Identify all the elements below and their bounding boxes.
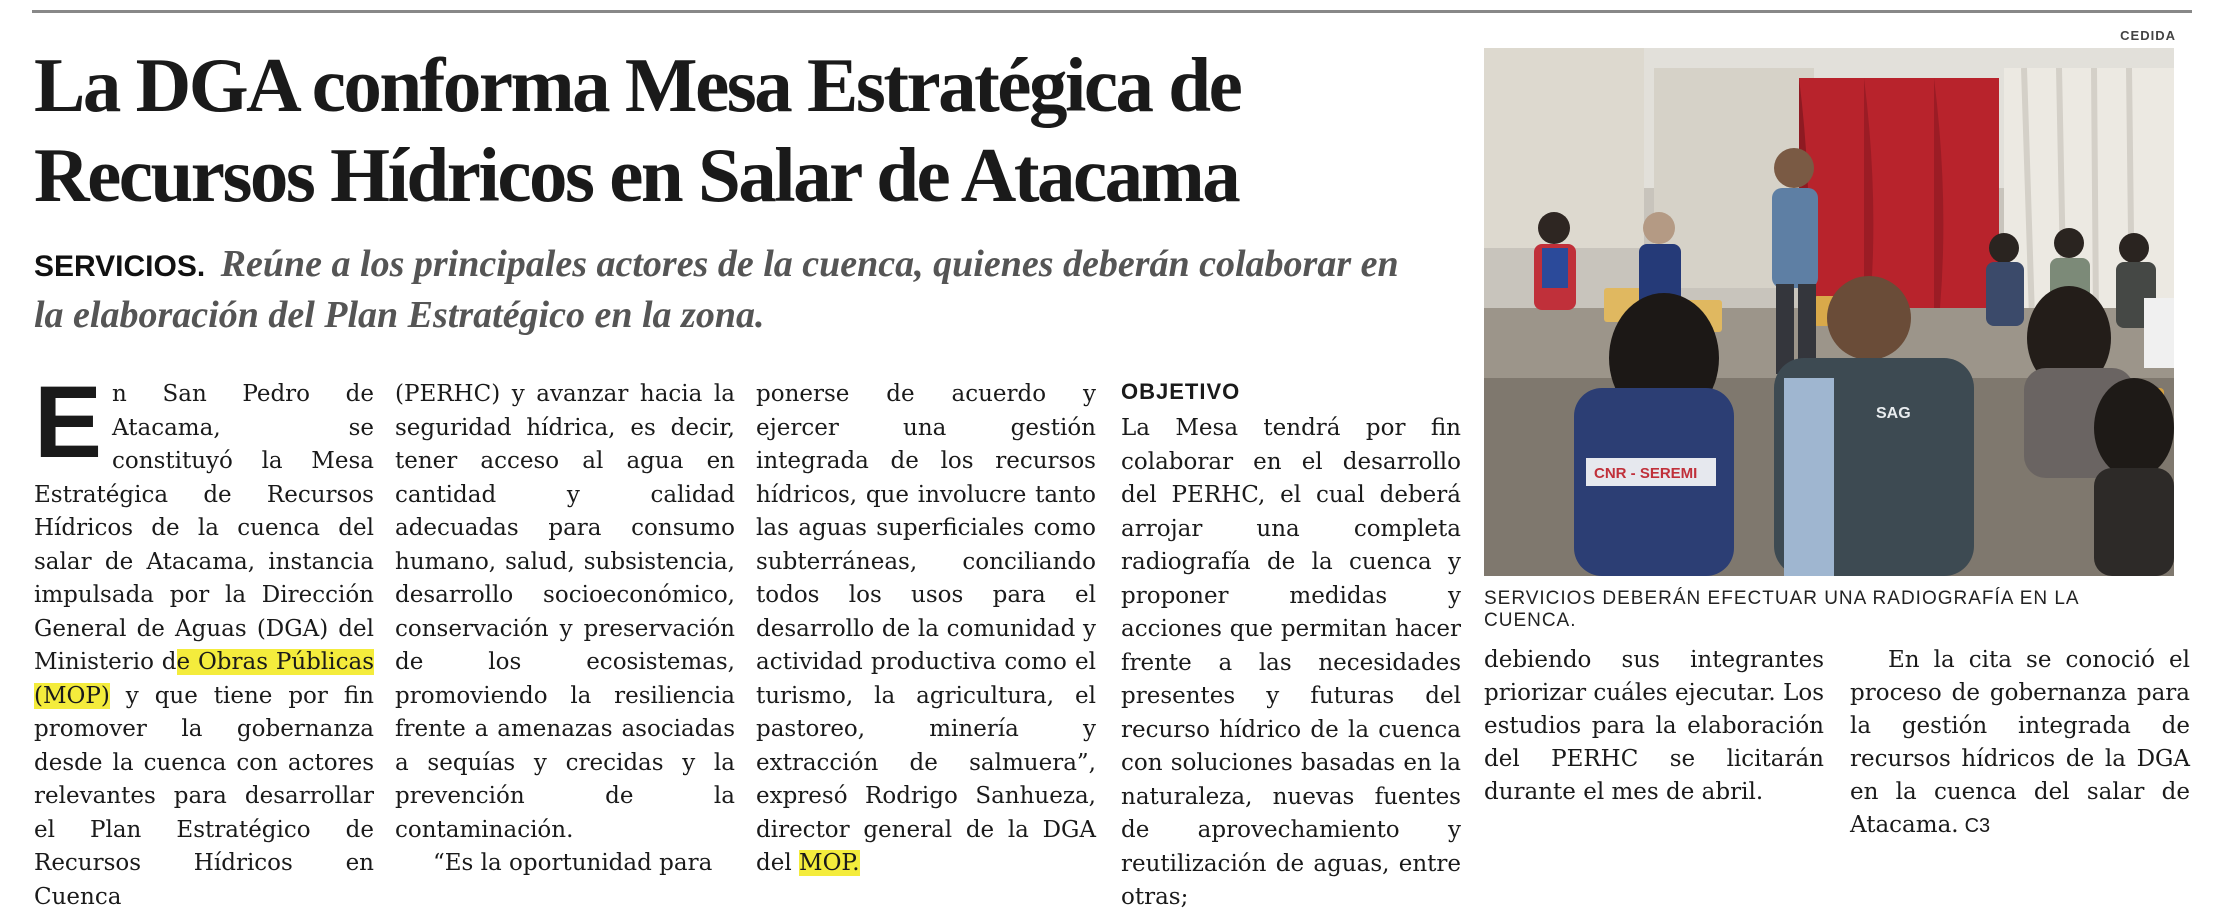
body-column-6: [1850, 644, 2190, 843]
paragraph-5: La Mesa tendrá por fin colaborar en el desarrollo del PERHC, el cual deberá arrojar una completa radiografía de la cuenca y proponer medidas y acciones que permitan hacer frente a las necesidades presentes y futuras del recurso hídrico de la cuenca con soluciones basadas en la naturaleza, nuevas fuentes de aprovechamiento y reutilización de aguas, entre otras;: [1121, 415, 1461, 910]
photo-caption: SERVICIOS DEBERÁN EFECTUAR UNA RADIOGRAFÍA EN LA CUENCA.: [1484, 588, 2079, 631]
paragraph-3: “Es la oportunidad para: [433, 850, 713, 876]
paragraph-1-end: y que tiene por fin promover la gobernanza desde la cuenca con actores relevantes para desarrollar el Plan Estratégico de Recursos Hídricos en Cuenca: [34, 682, 374, 910]
highlight-obras-publicas: e Obras Públicas: [176, 649, 374, 675]
paragraph-2: (PERHC) y avanzar hacia la seguridad hídrica, es decir, tener acceso al agua en cantidad y calidad adecuadas para consumo humano, salud, subsistencia, desarrollo socioeconómico, conservación y preservación de los ecosistemas, promoviendo la resiliencia frente a amenazas asociadas a sequías y crecidas y la prevención de la contaminación.: [395, 381, 735, 843]
drop-cap: E: [34, 365, 103, 479]
body-column-1: [34, 365, 374, 914]
paragraph-7: En la cita se conoció el proceso de gobernanza para la gestión integrada de recursos hídricos de la DGA en la cuenca del salar de Atacama. C3: [1850, 647, 2190, 838]
deck: [34, 240, 1434, 340]
paragraph-4: ponerse de acuerdo y ejercer una gestión integrada de los recursos hídricos, que involucre tanto las aguas superficiales como subterráneas, conciliando todos los usos para el desarrollo de la comunidad y actividad productiva como el turismo, la agricultura, el pastoreo, minería y extracción de salmuera”, expresó Rodrigo Sanhueza, director general de la DGA del: [756, 381, 1096, 876]
vest-text-right: SAG: [1876, 405, 1911, 422]
meeting-photo-illustration: [1484, 48, 2174, 576]
headline: La DGA conforma Mesa Estratégica de Recursos Hídricos en Salar de Atacama: [34, 42, 1241, 218]
subhead-objetivo: OBJETIVO: [1121, 379, 1241, 404]
body-column-3: [756, 378, 1096, 881]
highlight-mop: (MOP): [34, 682, 110, 709]
photo-credit: CEDIDA: [2120, 28, 2176, 43]
meeting-photo: [1484, 48, 2174, 576]
body-column-2: [395, 378, 735, 881]
top-rule: [32, 10, 2192, 13]
vest-text-left: CNR - SEREMI: [1594, 465, 1698, 482]
deck-kicker: SERVICIOS.: [34, 250, 206, 283]
paragraph-6: debiendo sus integrantes priorizar cuáles ejecutar. Los estudios para la elaboración del PERHC se licitarán durante el mes de abril.: [1484, 647, 1824, 805]
deck-text: Reúne a los principales actores de la cuenca, quienes deberán colaborar en la elaboración del Plan Estratégico en la zona.: [34, 243, 1399, 336]
body-column-4: [1121, 378, 1461, 915]
paragraph-1-start: n San Pedro de Atacama, se constituyó la Mesa Estratégica de Recursos Hídricos de la cuenca del salar de Atacama, instancia impulsada por la Dirección General de Aguas (DGA) del Ministerio d: [34, 381, 374, 675]
end-mark-icon: C3: [1964, 815, 1991, 837]
highlight-mop-2: MOP.: [799, 850, 860, 876]
body-column-5: [1484, 644, 1824, 809]
